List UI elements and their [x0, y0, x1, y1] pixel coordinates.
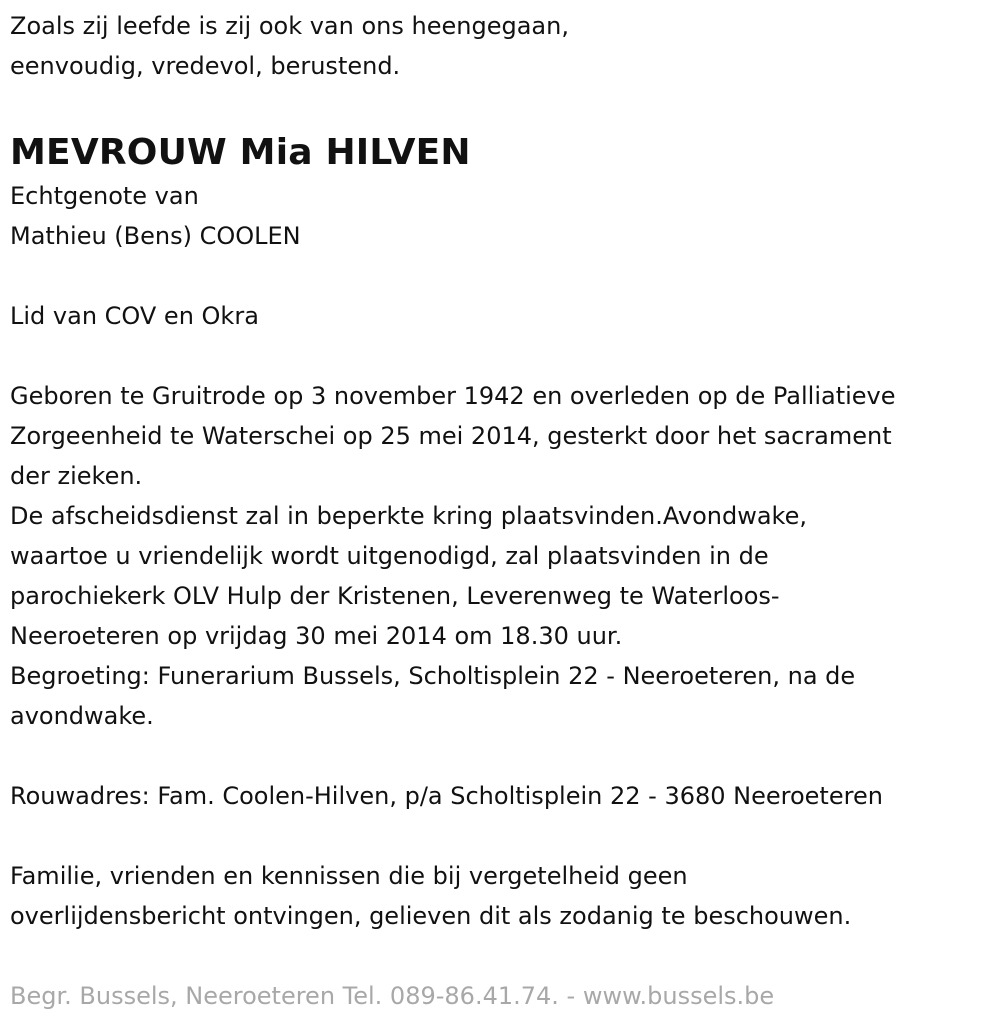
obituary-document	[10, 6, 995, 1016]
spacer	[10, 936, 995, 976]
spacer	[10, 336, 995, 376]
intro-line: Zoals zij leefde is zij ook van ons heengegaan,	[10, 12, 569, 40]
intro-line: eenvoudig, vredevol, berustend.	[10, 52, 401, 80]
membership-line: Lid van COV en Okra	[10, 302, 259, 330]
body-line: Begroeting: Funerarium Bussels, Scholtisplein 22 - Neeroeteren, na de	[10, 662, 856, 690]
closing-line: overlijdensbericht ontvingen, gelieven dit als zodanig te beschouwen.	[10, 902, 852, 930]
body-line: Geboren te Gruitrode op 3 november 1942 en overleden op de Palliatieve	[10, 382, 896, 410]
deceased-name: MEVROUW Mia HILVEN	[10, 132, 471, 173]
body-line: waartoe u vriendelijk wordt uitgenodigd, zal plaatsvinden in de	[10, 542, 769, 570]
spacer	[10, 86, 995, 126]
spacer	[10, 256, 995, 296]
body-line: De afscheidsdienst zal in beperkte kring plaatsvinden.Avondwake,	[10, 502, 807, 530]
spacer	[10, 736, 995, 776]
body-line: Neeroeteren op vrijdag 30 mei 2014 om 18.30 uur.	[10, 622, 623, 650]
spacer	[10, 816, 995, 856]
body-line: avondwake.	[10, 702, 154, 730]
funeral-home-footer: Begr. Bussels, Neeroeteren Tel. 089-86.41.74. - www.bussels.be	[10, 982, 775, 1010]
body-line: der zieken.	[10, 462, 143, 490]
body-line: Zorgeenheid te Waterschei op 25 mei 2014, gesterkt door het sacrament	[10, 422, 892, 450]
spouse-line: Echtgenote van	[10, 182, 199, 210]
address-line: Rouwadres: Fam. Coolen-Hilven, p/a Scholtisplein 22 - 3680 Neeroeteren	[10, 782, 883, 810]
closing-line: Familie, vrienden en kennissen die bij vergetelheid geen	[10, 862, 688, 890]
body-line: parochiekerk OLV Hulp der Kristenen, Leverenweg te Waterloos-	[10, 582, 780, 610]
spouse-line: Mathieu (Bens) COOLEN	[10, 222, 301, 250]
